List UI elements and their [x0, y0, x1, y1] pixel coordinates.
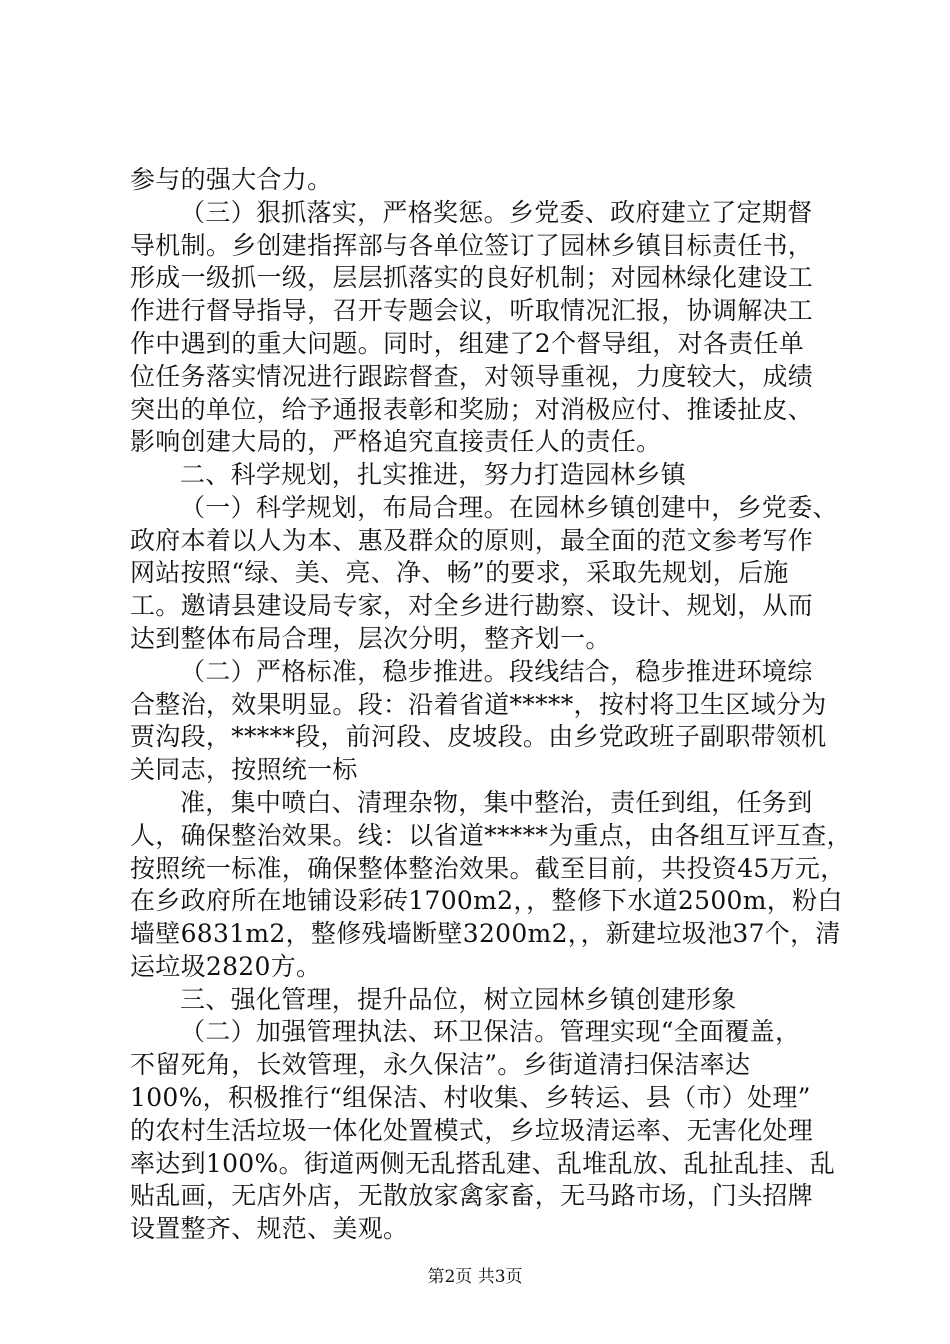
- text-line: 作中遇到的重大问题。同时，组建了2个督导组，对各责任单: [130, 328, 805, 358]
- page-number-footer: 第2页 共3页: [427, 1267, 523, 1287]
- section-heading: 三、强化管理，提升品位，树立园林乡镇创建形象: [180, 984, 737, 1014]
- text-line: 100%，积极推行“组保洁、村收集、乡转运、县（市）处理”: [130, 1083, 811, 1113]
- text-line: 准，集中喷白、清理杂物，集中整治，责任到组，任务到: [180, 787, 813, 817]
- text-line: 贾沟段，*****段，前河段、皮坡段。由乡党政班子副职带领机: [130, 722, 827, 752]
- text-line: （二）严格标准，稳步推进。段线结合，稳步推进环境综: [180, 656, 813, 686]
- text-line: 位任务落实情况进行跟踪督查，对领导重视，力度较大，成绩: [130, 361, 814, 391]
- text-line: 导机制。乡创建指挥部与各单位签订了园林乡镇目标责任书，: [130, 230, 814, 260]
- text-line: 影响创建大局的，严格追究直接责任人的责任。: [130, 427, 662, 457]
- text-line: 合整治，效果明显。段：沿着省道*****，按村将卫生区域分为: [130, 689, 827, 719]
- text-line: 人，确保整治效果。线：以省道*****为重点，由各组互评互查，: [130, 820, 852, 850]
- text-line: 运垃圾2820方。: [130, 951, 322, 981]
- text-line: 贴乱画，无店外店，无散放家禽家畜，无马路市场，门头招牌: [130, 1181, 814, 1211]
- text-line: 达到整体布局合理，层次分明，整齐划一。: [130, 624, 611, 654]
- text-line: 率达到100%。街道两侧无乱搭乱建、乱堆乱放、乱扯乱挂、乱: [130, 1148, 836, 1178]
- text-line: （一）科学规划，布局合理。在园林乡镇创建中，乡党委、: [180, 492, 838, 522]
- text-line: 按照统一标准，确保整体整治效果。截至目前，共投资45万元，: [130, 853, 846, 883]
- text-line: 在乡政府所在地铺设彩砖1700m2，，整修下水道2500m，粉白: [130, 886, 843, 916]
- text-line: 突出的单位，给予通报表彰和奖励；对消极应付、推诿扯皮、: [130, 394, 814, 424]
- text-line: （三）狠抓落实，严格奖惩。乡党委、政府建立了定期督: [180, 197, 813, 227]
- text-line: 形成一级抓一级，层层抓落实的良好机制；对园林绿化建设工: [130, 263, 814, 293]
- text-line: 参与的强大合力。: [130, 165, 333, 194]
- text-line: 工。邀请县建设局专家，对全乡进行勘察、设计、规划，从而: [130, 591, 814, 621]
- text-line: 的农村生活垃圾一体化处置模式，乡垃圾清运率、无害化处理: [130, 1115, 814, 1145]
- text-line: 政府本着以人为本、惠及群众的原则，最全面的范文参考写作: [130, 525, 814, 555]
- text-line: 墙壁6831m2，整修残墙断壁3200m2，，新建垃圾池37个，清: [130, 919, 841, 949]
- section-heading: 二、科学规划，扎实推进，努力打造园林乡镇: [180, 460, 687, 490]
- text-line: （二）加强管理执法、环卫保洁。管理实现“全面覆盖，: [180, 1017, 801, 1047]
- text-line: 作进行督导指导，召开专题会议，听取情况汇报，协调解决工: [130, 296, 814, 326]
- text-line: 设置整齐、规范、美观。: [130, 1214, 409, 1244]
- text-line: 关同志，按照统一标: [130, 755, 358, 785]
- text-line: 不留死角，长效管理，永久保洁”。乡街道清扫保洁率达: [130, 1050, 751, 1080]
- text-line: 网站按照“绿、美、亮、净、畅”的要求，采取先规划，后施: [130, 558, 789, 588]
